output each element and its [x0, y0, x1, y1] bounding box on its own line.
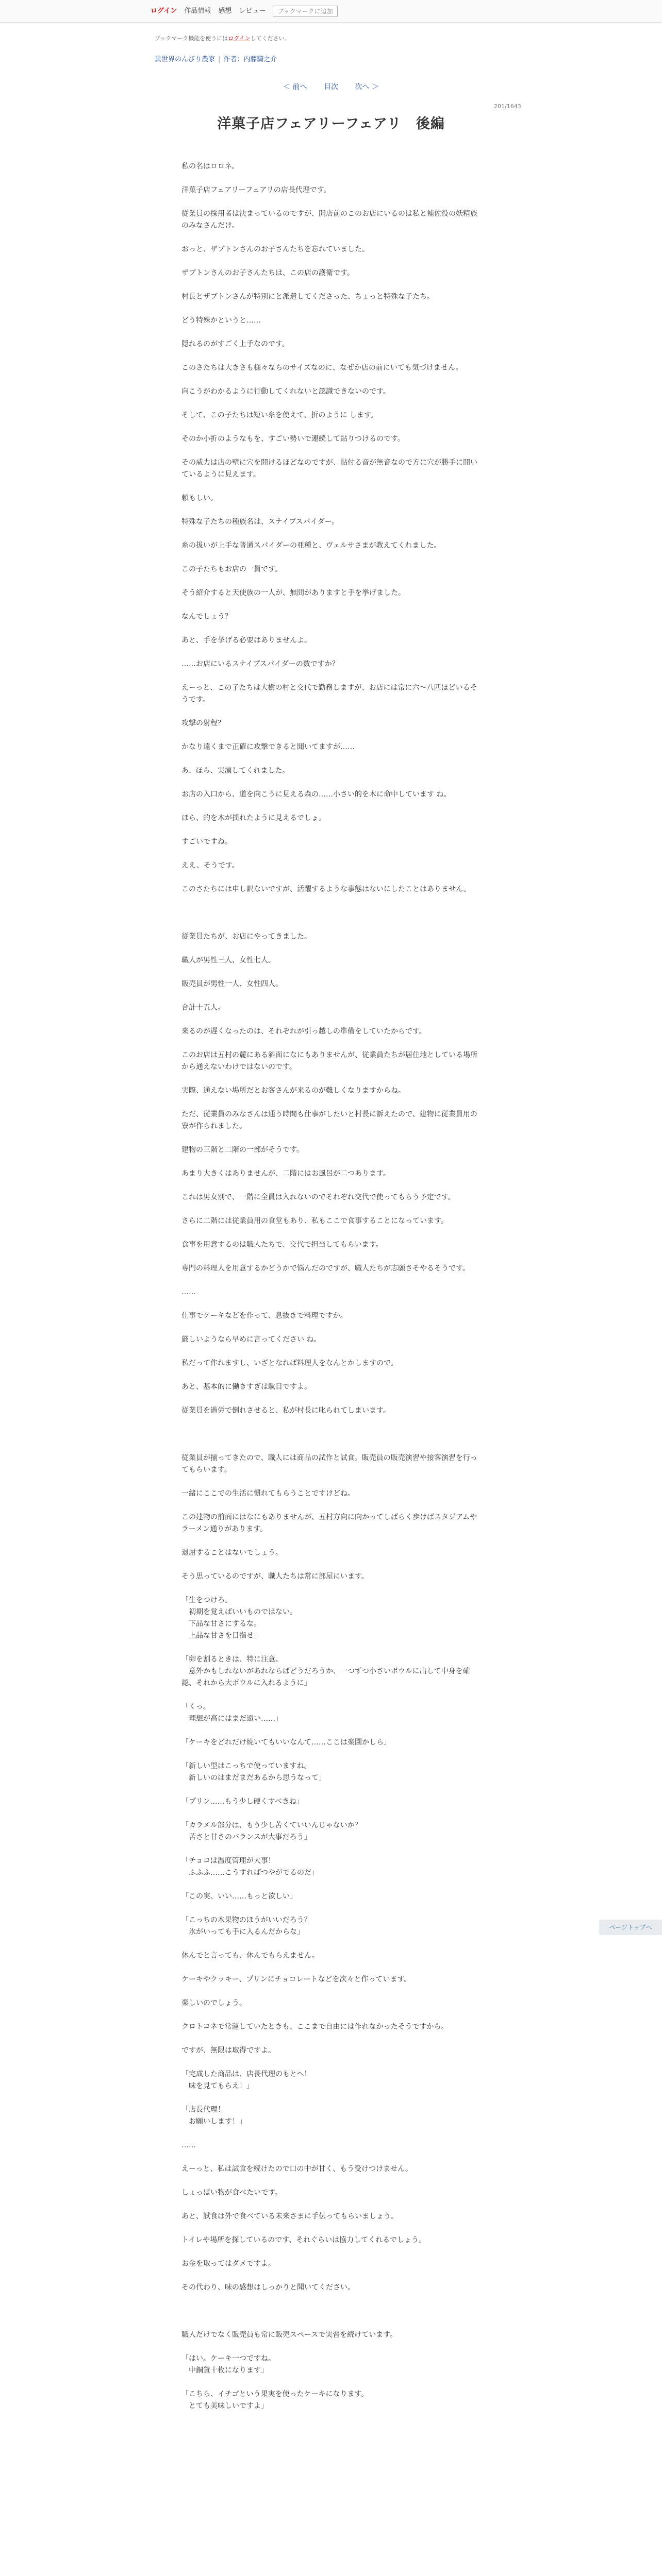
- blank-line: [181, 1156, 481, 1168]
- novel-line: このさたちは大きさも様々ならのサイズなのに、なぜか店の前にいても気づけません。: [181, 364, 463, 372]
- novel-line: お願いします！」: [181, 2117, 246, 2126]
- chapter-number: 201/1643: [494, 103, 521, 110]
- novel-line: 特殊な子たちの種族名は、スナイプスパイダー。: [181, 518, 339, 526]
- blank-line: [181, 279, 481, 291]
- blank-line: [181, 350, 481, 362]
- novel-line: 従業員を過労で倒れさせると、私が村長に叱られてしまいます。: [181, 1406, 390, 1415]
- blank-line: [181, 327, 481, 338]
- blank-line: [181, 848, 481, 860]
- blank-line: [181, 398, 481, 410]
- novel-line: えーっと、私は試食を続けたので口の中が甘く、もう受けつけません。: [181, 2165, 412, 2173]
- novel-line: 休んでと言っても、休んでもらえません。: [181, 1952, 319, 1960]
- blank-line: [181, 2306, 481, 2317]
- novel-line: すごいですね。: [181, 838, 232, 846]
- blank-line: [181, 623, 481, 635]
- blank-line: [181, 256, 481, 267]
- blank-line: [181, 967, 481, 978]
- blank-line: [181, 990, 481, 1002]
- blank-line: [181, 1251, 481, 1263]
- novel-line: 従業員たちが、お店にやってきました。: [181, 933, 311, 941]
- novel-line: えーっと、この子たちは大樹の村と交代で勤務しますが、お店には常に六〜八匹ほどいるそうです。: [181, 684, 477, 704]
- novel-line: 理想が高にはまだ遠い……」: [181, 1715, 283, 1723]
- blank-line: [181, 374, 481, 386]
- blank-line: [181, 730, 481, 741]
- table-of-contents-link[interactable]: 目次: [324, 83, 338, 91]
- blank-line: [181, 445, 481, 457]
- novel-line: 「この実、いい……もっと欲しい」: [181, 1892, 297, 1901]
- blank-line: [181, 1476, 481, 1488]
- top-bar: [0, 0, 662, 23]
- top-nav: [151, 6, 338, 17]
- blank-line: [181, 1073, 481, 1085]
- novel-line: 隠れるのがすごく上手なのです。: [181, 340, 289, 348]
- blank-line: [181, 1227, 481, 1239]
- blank-line: [181, 504, 481, 516]
- blank-line: [181, 824, 481, 836]
- add-bookmark-button[interactable]: ブックマークに追加: [273, 6, 337, 17]
- blank-line: [181, 2128, 481, 2140]
- blank-line: [181, 1843, 481, 1855]
- novel-line: 中銅貨十枚になります」: [181, 2366, 268, 2375]
- blank-line: [181, 1500, 481, 1512]
- blank-line: [181, 1535, 481, 1547]
- blank-line: [181, 1559, 481, 1571]
- blank-line: [181, 1322, 481, 1334]
- novel-line: ただ、従業員のみなさんは通う時間も仕事がしたいと村長に訴えたので、建物に従業員用の寮が作られました。: [181, 1110, 477, 1130]
- novel-line: そう思っているのですが、職人たちは常に部屋にいます。: [181, 1572, 369, 1581]
- novel-line: 向こうがわかるように行動してくれないと認識できないのです。: [181, 387, 390, 396]
- novel-line: 上品な甘さを目指せ」: [181, 1632, 261, 1640]
- blank-line: [181, 1014, 481, 1026]
- novel-line: さらに二階には従業員用の食堂もあり、私もここで食事することになっています。: [181, 1217, 448, 1225]
- blank-line: [181, 1038, 481, 1049]
- blank-line: [181, 1938, 481, 1950]
- blank-line: [181, 801, 481, 812]
- novel-line: トイレや場所を探しているのです、それぐらいは協力してくれるでしょう。: [181, 2236, 426, 2244]
- novel-line: ……: [181, 1288, 196, 1296]
- page-top-button[interactable]: ページトップへ: [599, 1920, 662, 1935]
- novel-line: お金を取ってはダメですよ。: [181, 2260, 275, 2268]
- blank-line: [181, 1749, 481, 1760]
- blank-line: [181, 2377, 481, 2388]
- bookmark-notice-login-link[interactable]: ログイン: [228, 35, 251, 42]
- novel-line: あと、手を挙げる必要はありませんよ。: [181, 636, 311, 645]
- blank-line: [181, 1369, 481, 1381]
- blank-line: [181, 2092, 481, 2104]
- novel-line: クロトコネで常運していたときも、ここまで自由には作れなかったそうですから。: [181, 2023, 449, 2031]
- blank-line: [181, 2175, 481, 2187]
- blank-line: [181, 1583, 481, 1595]
- novel-line: ……お店にいるスナイプスパイダーの数ですか？: [181, 660, 339, 668]
- blank-line: [181, 907, 481, 919]
- blank-line: [181, 196, 481, 208]
- impressions-link[interactable]: 感想: [218, 7, 232, 15]
- blank-line: [181, 2270, 481, 2282]
- novel-line: ケーキやクッキー、プリンにチョコレートなどを次々と作っています。: [181, 1975, 411, 1984]
- blank-line: [181, 421, 481, 433]
- novel-line: ……: [181, 2141, 196, 2149]
- review-link[interactable]: レビュー: [239, 7, 266, 15]
- novel-line: とても美味しいですよ」: [181, 2402, 268, 2410]
- novel-line: 「こっちの木果物のほうがいいだろう？: [181, 1916, 311, 1924]
- novel-line: おっと、ザブトンさんのお子さんたちを忘れていました。: [181, 245, 369, 253]
- novel-line: あと、試食は外で食べている未来さまに手伝ってもらいましょう。: [181, 2212, 398, 2221]
- blank-line: [181, 1903, 481, 1914]
- novel-line: 氷がいっても手に入るんだからな」: [181, 1928, 304, 1936]
- novel-line: ですが、無限は取得ですよ。: [181, 2046, 275, 2055]
- novel-line: 攻撃の射程？: [181, 719, 225, 727]
- novel-line: 「店長代理！: [181, 2106, 225, 2114]
- novel-line: 「卵を割るときは、特に注意。: [181, 1655, 283, 1664]
- blank-line: [181, 1784, 481, 1796]
- blank-line: [181, 2223, 481, 2234]
- novel-line: 意外かもしれないがあれならばどうだろうか、一つずつ小さいボウルに出して中身を確認、それから大ボウルに入れるように」: [181, 1667, 470, 1687]
- novel-line: かなり遠くまで正確に攻撃できると聞いてますが……: [181, 743, 355, 751]
- novel-line: そのか小折のようなもを、すごい勢いで連続して貼りつけるのです。: [181, 435, 405, 443]
- novel-line: 建物の三階と二階の一部がそうです。: [181, 1146, 304, 1154]
- blank-line: [181, 1097, 481, 1109]
- novel-line: 厳しいようなら早めに言ってください ね。: [181, 1335, 321, 1344]
- novel-line: 職人が男性三人、女性七人。: [181, 956, 275, 964]
- novel-line: このお店は五村の麓にある斜面になにもありませんが、従業員たちが居住地としている場所から通えないわけではないのです。: [181, 1051, 477, 1071]
- novel-line: 職人だけでなく販売員も常に販売スペースで実習を続けています。: [181, 2331, 398, 2339]
- bookmark-notice-text-after: してください。: [250, 35, 290, 42]
- novel-line: この子たちもお店の一員です。: [181, 565, 282, 573]
- novel-line: 「くっ。: [181, 1703, 210, 1711]
- novel-line: その代わり、味の感想はしっかりと聞いてください。: [181, 2283, 355, 2292]
- novel-line: 実際、通えない場所だとお客さんが来るのが難しくなりますからね。: [181, 1087, 405, 1095]
- novel-line: 頼もしい。: [181, 494, 218, 502]
- novel-line: ザブトンさんのお子さんたちは、この店の護衛です。: [181, 269, 354, 277]
- login-link[interactable]: ログイン: [151, 7, 177, 15]
- blank-line: [181, 2057, 481, 2069]
- novel-line: 「新しい型はこっちで使っていますね。: [181, 1762, 311, 1770]
- novel-line: 楽しいのでしょう。: [181, 1999, 246, 2007]
- blank-line: [181, 1132, 481, 1144]
- novel-line: 合計十五人。: [181, 1004, 225, 1012]
- blank-line: [181, 1879, 481, 1891]
- novel-line: あまり大きくはありませんが、二階にはお風呂が二つあります。: [181, 1170, 390, 1178]
- blank-line: [181, 552, 481, 564]
- novel-line: 「生をつけろ。: [181, 1596, 232, 1604]
- novel-line: 洋菓子店フェアリーフェアリの店長代理です。: [181, 186, 331, 194]
- novel-body: [181, 161, 481, 2412]
- novel-line: その威力は店の壁に穴を開けるほどなのですが、貼付る音が無音なので方に穴が勝手に開いているように見えます。: [181, 459, 477, 479]
- novel-line: あと、基本的に働きすぎは駄目ですよ。: [181, 1383, 311, 1391]
- blank-line: [181, 2246, 481, 2258]
- novel-line: どう特殊かというと……: [181, 316, 261, 325]
- novel-line: 下品な甘さにするな。: [181, 1620, 261, 1628]
- novel-line: ほら、的を木が揺れたように見えるでしょ。: [181, 814, 326, 822]
- blank-line: [181, 872, 481, 884]
- novel-line: この建物の前面にはなにもありませんが、五村方向に向かってしばらく歩けばスタジアムやラーメン通りがあります。: [181, 1513, 477, 1533]
- next-chapter-link[interactable]: 次へ ＞: [355, 83, 379, 91]
- blank-line: [181, 1204, 481, 1215]
- novel-line: ふふふ……こうすればつやがでるのだ」: [181, 1869, 319, 1877]
- blank-line: [181, 1346, 481, 1358]
- blank-line: [181, 943, 481, 955]
- blank-line: [181, 1808, 481, 1820]
- chapter-pager: [0, 81, 662, 92]
- blank-line: [181, 303, 481, 315]
- novel-line: 私だって作れますし、いざとなれば料理人をなんとかしますので。: [181, 1359, 398, 1367]
- bookmark-notice-text: ブックマーク機能を使うには: [155, 35, 228, 42]
- novel-line: 専門の料理人を用意するかどうかで悩んだのですが、職人たちが志願さそやるそうです。: [181, 1264, 470, 1273]
- series-title-link[interactable]: 異世界のんびり農家: [155, 56, 216, 63]
- blank-line: [181, 1440, 481, 1452]
- blank-line: [181, 2341, 481, 2353]
- novel-line: これは男女別で、一階に全員は入れないのでそれぞれ交代で使ってもらう予定です。: [181, 1193, 455, 1201]
- blank-line: [181, 2199, 481, 2211]
- blank-line: [181, 173, 481, 184]
- blank-line: [181, 895, 481, 907]
- novel-line: そう紹介すると天使族の一人が、無問がありますと手を挙げました。: [181, 589, 405, 597]
- novel-line: 「こちら、イチゴという果実を使ったケーキになります。: [181, 2390, 369, 2398]
- blank-line: [181, 232, 481, 244]
- blank-line: [181, 706, 481, 718]
- chapter-title: 洋菓子店フェアリーフェアリ 後編: [217, 116, 445, 132]
- novel-line: 初期を覚えばいいものではない。: [181, 1608, 297, 1616]
- blank-line: [181, 2009, 481, 2021]
- novel-line: 苦さと甘さのバランスが大事だろう」: [181, 1833, 311, 1841]
- novel-line: 新しいのはまだまだあるから思うなって」: [181, 1774, 326, 1782]
- blank-line: [181, 2151, 481, 2163]
- blank-line: [181, 575, 481, 587]
- blank-line: [181, 1986, 481, 1997]
- novel-line: このさたちには申し訳ないですが、活躍するような事態はないにしたことはありません。: [181, 885, 471, 893]
- novel-line: 村長とザブトンさんが特別にと派遣してくださった、ちょっと特殊な子たち。: [181, 293, 434, 301]
- novel-line: 「チョコは温度管理が大事！: [181, 1857, 275, 1865]
- blank-line: [181, 670, 481, 682]
- blank-line: [181, 481, 481, 493]
- novel-line: 従業員の採用者は決まっているのですが、開店前のこのお店にいるのは私と補佐役の妖精族のみなさんだけ。: [181, 210, 477, 230]
- novel-line: 来るのが遅くなったのは、それぞれが引っ越しの準備をしていたからです。: [181, 1027, 426, 1036]
- blank-line: [181, 647, 481, 658]
- novel-line: 退屈することはないでしょう。: [181, 1549, 283, 1557]
- novel-line: 私の名はロロネ。: [181, 162, 239, 171]
- blank-line: [181, 1429, 481, 1440]
- blank-line: [181, 1689, 481, 1701]
- novel-line: 一緒にここでの生活に慣れてもらうことですけどね。: [181, 1489, 355, 1498]
- novel-line: 「完成した商品は、店長代理のもとへ！: [181, 2070, 311, 2078]
- novel-line: 「カラメル部分は、もう少し苦くていいんじゃないか？: [181, 1821, 362, 1829]
- novel-line: あ、ほら、実演してくれました。: [181, 767, 290, 775]
- blank-line: [181, 2317, 481, 2329]
- blank-line: [181, 1180, 481, 1192]
- novel-line: 「プリン……もう少し硬くすべきね」: [181, 1798, 304, 1806]
- blank-line: [181, 753, 481, 765]
- breadcrumb-separator: |: [218, 56, 221, 63]
- novel-line: 「はい。ケーキ一つですね。: [181, 2354, 275, 2363]
- blank-line: [181, 1417, 481, 1429]
- novel-line: 食事を用意するのは職人たちで、交代で担当してもらいます。: [181, 1241, 383, 1249]
- prev-chapter-link[interactable]: ＜ 前へ: [283, 83, 307, 91]
- blank-line: [181, 777, 481, 789]
- novel-line: そして、この子たちは短い糸を使えて、折のように します。: [181, 411, 378, 419]
- blank-line: [181, 2294, 481, 2306]
- blank-line: [181, 1298, 481, 1310]
- blank-line: [181, 1275, 481, 1286]
- blank-line: [181, 1962, 481, 1974]
- blank-line: [181, 1642, 481, 1654]
- breadcrumb: [155, 54, 277, 63]
- novel-line: 糸の扱いが上手な普通スパイダーの亜種と、ヴェルサさまが教えてくれました。: [181, 541, 441, 550]
- blank-line: [181, 1393, 481, 1405]
- blank-line: [181, 528, 481, 540]
- blank-line: [181, 599, 481, 611]
- bookmark-notice: [155, 34, 290, 42]
- novel-line: 仕事でケーキなどを作って、息抜きで料理ですか。: [181, 1312, 347, 1320]
- work-info-link[interactable]: 作品情報: [184, 7, 211, 15]
- blank-line: [181, 2033, 481, 2045]
- novel-line: 従業員が揃ってきたので、職人には商品の試作と試食。販売員の販売演習や接客演習を行ってもらいます。: [181, 1454, 477, 1474]
- novel-line: なんでしょう？: [181, 613, 232, 621]
- novel-line: 「ケーキをどれだけ焼いてもいいなんて……ここは楽園かしら」: [181, 1738, 391, 1747]
- novel-line: しょっぱい物が食べたいです。: [181, 2189, 282, 2197]
- author-link[interactable]: 作者：内藤騎之介: [223, 56, 277, 63]
- novel-line: 販売員が男性一人、女性四人。: [181, 980, 283, 988]
- blank-line: [181, 919, 481, 931]
- novel-line: お店の入口から、道を向こうに見える森の……小さい的を木に命中しています ね。: [181, 790, 451, 799]
- blank-line: [181, 1725, 481, 1737]
- novel-line: 味を見てもらえ！」: [181, 2082, 254, 2090]
- novel-line: ええ、そうです。: [181, 861, 239, 870]
